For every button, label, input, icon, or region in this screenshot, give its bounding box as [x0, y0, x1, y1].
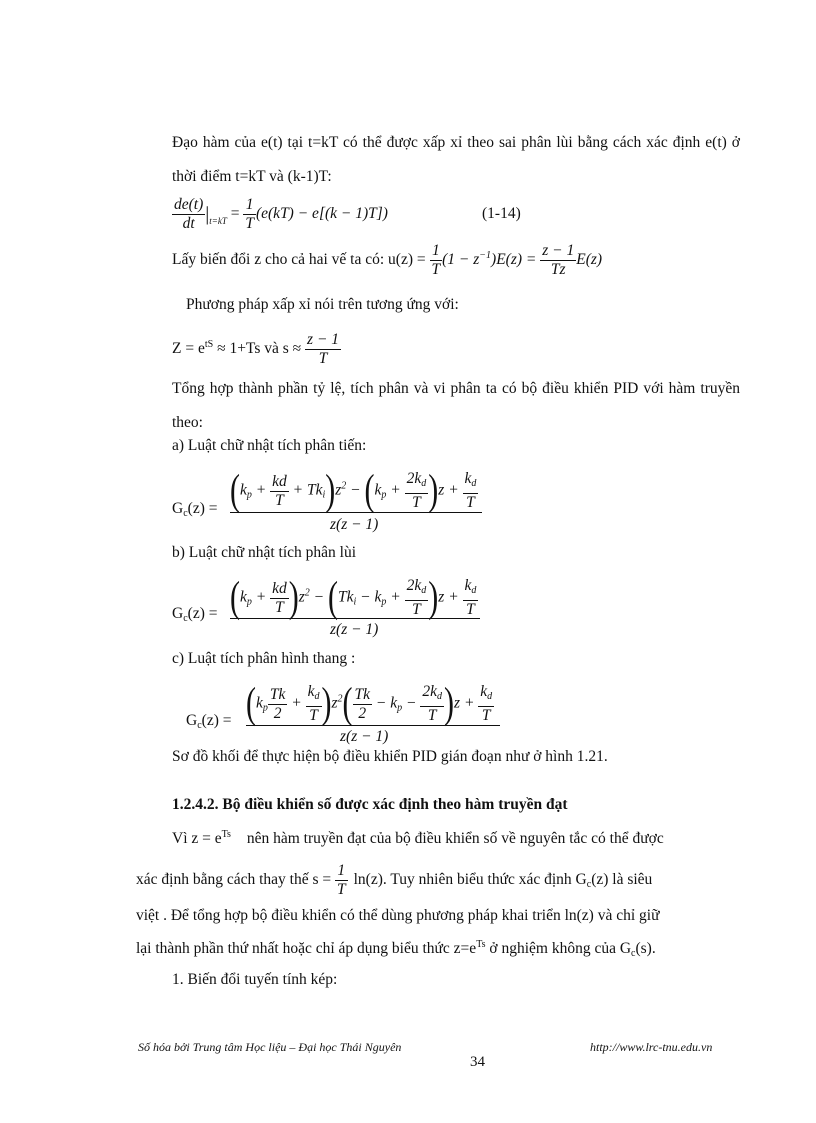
list-item-bilinear: 1. Biến đổi tuyến tính kép: — [172, 971, 338, 988]
transfer-line2-b: ln(z). Tuy nhiên biểu thức xác định G — [353, 871, 587, 889]
zt-c-den: T — [431, 261, 441, 278]
eq-body: (e(kT) − e[(k − 1)T]) — [255, 205, 388, 223]
zt-c-num: 1 — [430, 242, 443, 261]
zt-exp: −1 — [479, 250, 492, 262]
paragraph-derivative — [172, 126, 740, 194]
transfer-line4-b: ở nghiệm không của G — [489, 940, 632, 957]
zt-f-den: Tz — [550, 261, 566, 278]
paragraph-text: Đạo hàm của e(t) tại t=kT có thể được xấp xỉ theo sai phân lùi bằng cách xác định e(t) ở thời điểm t=kT và (k-1)T: — [172, 134, 740, 185]
approx-intro: Phương pháp xấp xỉ nói trên tương ứng với: — [186, 296, 459, 313]
eq-c-den: T — [245, 215, 254, 232]
gc-b-numerator: ($k_p$ + $\frac{kd}{T}$ )$z^2 - (Tk_i - k_p$ + $\frac{2k_d}{T}$ )z + $\frac{k_d}{T}$ — [230, 573, 477, 622]
footer-left: Số hóa bởi Trung tâm Học liệu – Đại học Thái Nguyên — [138, 1040, 402, 1054]
equation-1-14: $\frac{de(t)}{dt}$ $|_{t=kT}$ = $\frac{1}{T}$ (e(kT) − e[(k − 1)T]) — [174, 196, 388, 232]
label-a: a) Luật chữ nhật tích phân tiến: — [172, 437, 367, 454]
paragraph-transfer-line4: lại thành phần thứ nhất hoặc chỉ áp dụng biểu thức $z=e^{Ts}$ ở nghiệm không của $G_c(s)$. — [136, 939, 656, 959]
paragraph-transfer-line3: việt . Để tổng hợp bộ điều khiển có thể dùng phương pháp khai triển ln(z) và chỉ giữ — [136, 907, 660, 924]
approx-f-num: z − 1 — [307, 331, 340, 348]
paragraph-block-diagram: Sơ đồ khối để thực hiện bộ điều khiển PID gián đoạn như ở hình 1.21. — [172, 748, 608, 765]
paragraph-transfer-line2: xác định bằng cách thay thế s = $\frac{1}{T}$ ln(z). Tuy nhiên biểu thức xác định $G_c(z)$ là siêu — [136, 862, 653, 898]
z-transform-text: Lấy biến đổi z cho cả hai vế ta có: u(z) = — [172, 251, 426, 269]
synthesis-text: Tổng hợp thành phần tỷ lệ, tích phân và vi phân ta có bộ điều khiển PID với hàm truyền theo: — [172, 380, 740, 431]
zt-tail: E(z) — [576, 251, 603, 269]
eq-equals: = — [230, 205, 240, 223]
eq-eval: t=kT — [209, 216, 227, 227]
transfer-line2-a: xác định bằng cách thay thế s = — [136, 871, 332, 889]
transfer-b: nên hàm truyền đạt của bộ điều khiển số về nguyên tắc có thể được — [246, 830, 664, 847]
eq-c-num: 1 — [243, 196, 256, 215]
zt-mid: (1 − z — [442, 251, 480, 269]
approx-f-den: T — [318, 350, 328, 367]
gc-c-denominator: z(z − 1) — [340, 728, 389, 745]
gc-a-denominator: z(z − 1) — [330, 516, 379, 533]
gc-b-label: $G_c(z)$ = — [172, 605, 218, 624]
footer-url[interactable]: http://www.lrc-tnu.edu.vn — [590, 1040, 713, 1054]
gc-c-numerator: ($k_p$ $\frac{Tk}{2}$ + $\frac{k_d}{T}$ )$z^2$( $\frac{Tk}{2}$ − $k_p$ − $\frac{2k_d}{T}$ )z + $\frac{k_d}{T}$ — [246, 679, 493, 728]
gc-c-bar — [246, 725, 500, 726]
gc-a-label: $G_c(z)$ = — [172, 500, 218, 519]
gc-a-numerator: ($k_p$ + $\frac{kd}{T}$ + $Tk_i)z^2 - (k_p$ + $\frac{2k_d}{T}$ )z + $\frac{k_d}{T}$ — [230, 466, 477, 515]
gc-c-label: $G_c(z)$ = — [186, 712, 232, 731]
label-c: c) Luật tích phân hình thang : — [172, 650, 356, 667]
transfer-line4-a: lại thành phần thứ nhất hoặc chỉ áp dụng biểu thức z=e — [136, 940, 477, 957]
page-number: 34 — [470, 1054, 485, 1070]
paragraph-transfer-line1 — [172, 829, 664, 848]
approx-relation — [172, 331, 341, 368]
gc-a-bar — [230, 512, 482, 513]
z-transform-line — [172, 242, 602, 279]
section-heading: 1.2.4.2. Bộ điều khiển số được xác định theo hàm truyền đạt — [172, 796, 568, 813]
approx-z: Z = e — [172, 340, 205, 358]
gc-b-bar — [230, 618, 480, 619]
equation-number: (1-14) — [482, 205, 521, 222]
transfer-sup: Ts — [221, 829, 231, 840]
zt-f-num: z − 1 — [542, 242, 575, 259]
transfer-line4-c: (s). — [635, 940, 656, 957]
gc-b-denominator: z(z − 1) — [330, 621, 379, 638]
transfer-a: Vì z = e — [172, 830, 222, 847]
label-b: b) Luật chữ nhật tích phân lùi — [172, 544, 357, 561]
transfer-line2-c: (z) là siêu — [591, 871, 653, 889]
transfer-line4-sup: Ts — [476, 939, 486, 950]
approx-sup: tS — [204, 339, 214, 351]
approx-mid: ≈ 1+Ts và s ≈ — [217, 340, 302, 358]
paragraph-synthesis — [172, 372, 740, 440]
eq-lhs-den: dt — [182, 215, 195, 232]
eq-lhs-num: de(t) — [174, 196, 204, 213]
zt-mid2: )E(z) = — [491, 251, 537, 269]
